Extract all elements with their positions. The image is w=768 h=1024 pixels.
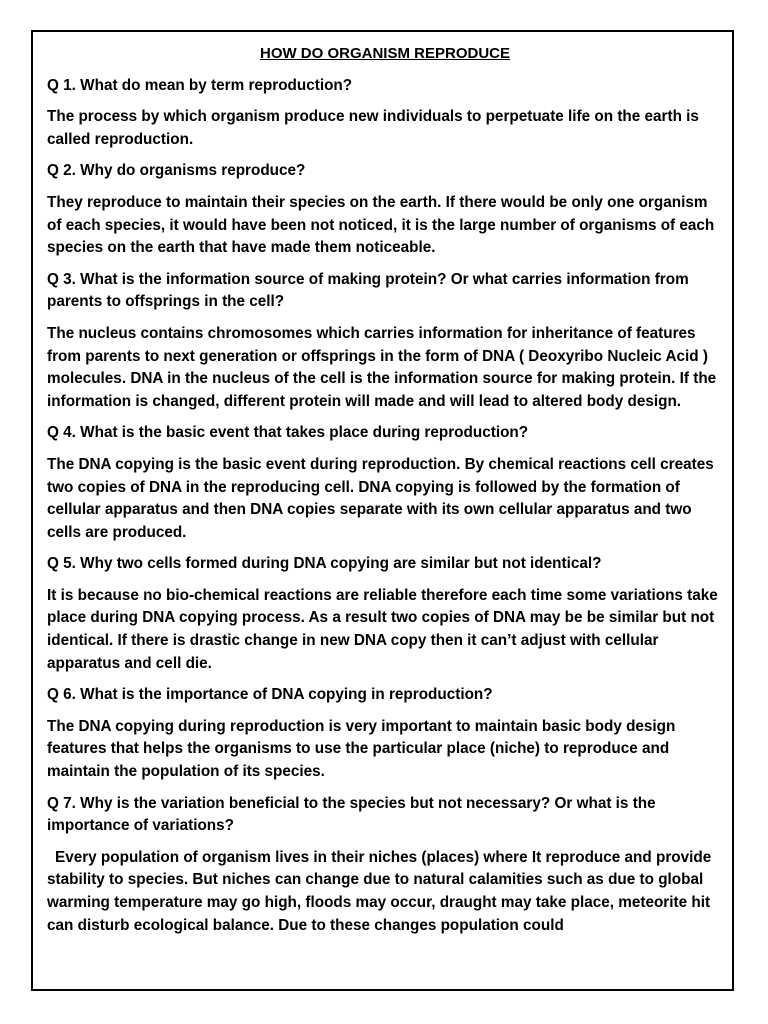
question-2: Q 2. Why do organisms reproduce? <box>47 162 306 180</box>
question-1: Q 1. What do mean by term reproduction? <box>47 76 353 94</box>
answer-1: The process by which organism produce new individuals to perpetuate life on the earth is called reproduction. <box>47 108 699 148</box>
document-title: HOW DO ORGANISM REPRODUCE <box>259 45 510 62</box>
answer-6: The DNA copying during reproduction is very important to maintain basic body design features that helps the organisms to use the particular place (niche) to reproduce and maintain the population of its species. <box>47 717 676 781</box>
answer-7: Every population of organism lives in their niches (places) where It reproduce and provide stability to species. But niches can change due to natural calamities such as due to global warming temperature may go high, floods may occur, draught may take place, meteorite hit can disturb ecological balance. Due to these changes population could <box>47 848 712 934</box>
answer-2: They reproduce to maintain their species on the earth. If there would be only one organism of each species, it would have been not noticed, it is the large number of organisms of each species on the earth that have made them noticeable. <box>47 193 715 257</box>
answer-4: The DNA copying is the basic event during reproduction. By chemical reactions cell creates two copies of DNA in the reproducing cell. DNA copying is followed by the formation of cellular apparatus and then DNA copies separate with its own cellular apparatus and two cells are produced. <box>47 455 714 541</box>
question-6: Q 6. What is the importance of DNA copying in reproduction? <box>47 686 493 704</box>
question-7: Q 7. Why is the variation beneficial to the species but not necessary? Or what is the importance of variations? <box>47 794 656 835</box>
question-3: Q 3. What is the information source of making protein? Or what carries information from parents to offsprings in the cell? <box>47 270 689 311</box>
answer-5: It is because no bio-chemical reactions are reliable therefore each time some variations take place during DNA copying process. As a result two copies of DNA may be be similar but not identical. If there is drastic change in new DNA copy then it can’t adjust with cellular apparatus and cell die. <box>47 586 718 672</box>
question-5: Q 5. Why two cells formed during DNA copying are similar but not identical? <box>47 555 602 573</box>
document-body <box>47 43 723 946</box>
question-4: Q 4. What is the basic event that takes place during reproduction? <box>47 424 529 442</box>
answer-3: The nucleus contains chromosomes which carries information for inheritance of features from parents to next generation or offsprings in the form of DNA ( Deoxyribo Nucleic Acid ) molecules. DNA in the nucleus of the cell is the information source for making protein. If the information is changed, different protein will made and will lead to altered body design. <box>47 324 717 410</box>
